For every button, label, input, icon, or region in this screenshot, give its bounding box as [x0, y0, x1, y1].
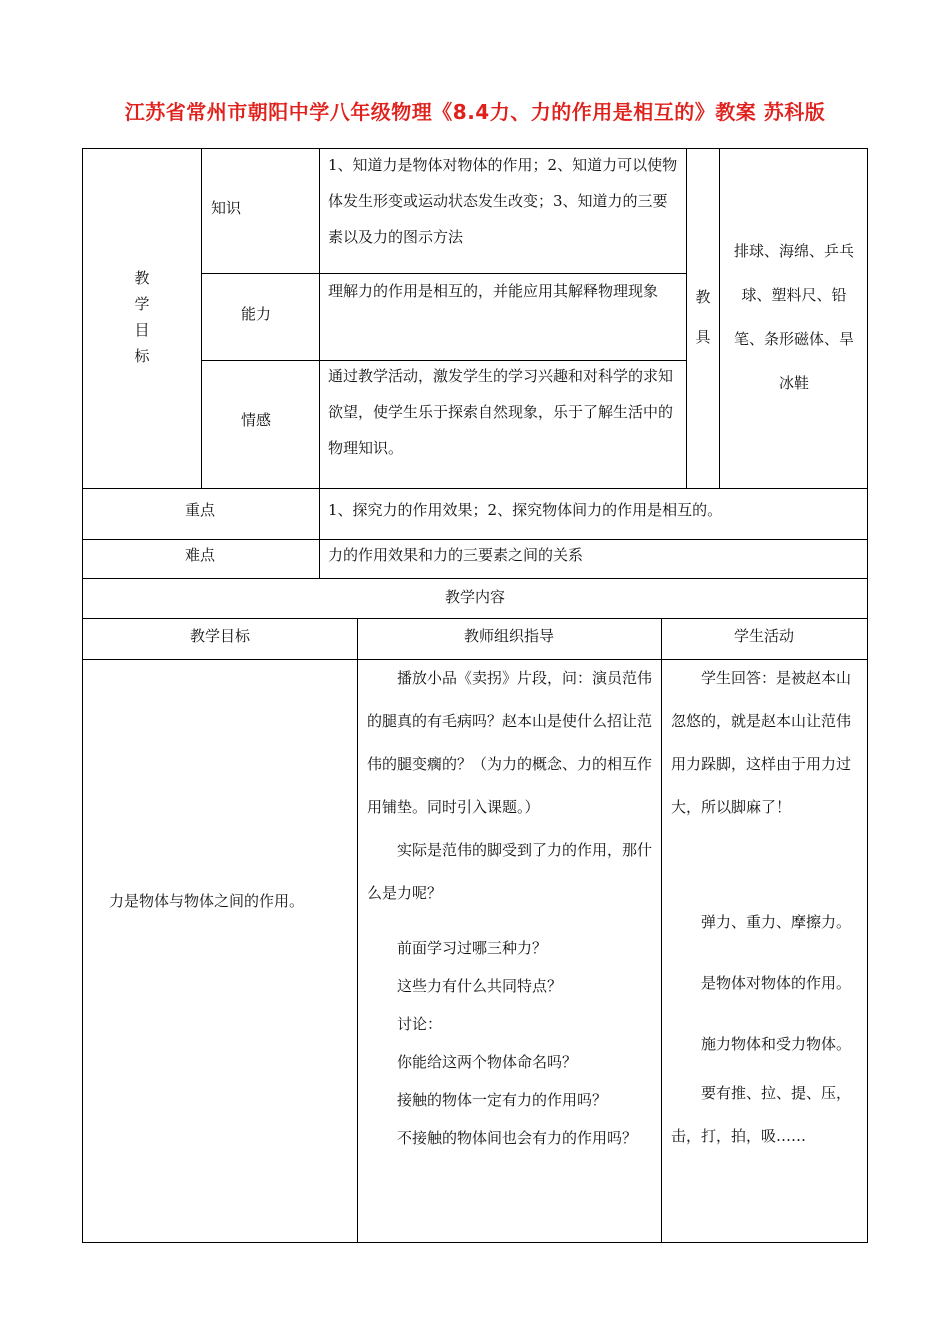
goal-text: 力是物体与物体之间的作用。	[109, 892, 305, 910]
content-header: 教学内容	[444, 588, 505, 606]
ability-label: 能力	[241, 305, 272, 323]
teacher-paragraph: 你能给这两个物体命名吗？	[397, 1053, 578, 1071]
knowledge-text: 1、知道力是物体对物体的作用；2、知道力可以使物体发生形变或运动状态发生改变；3、知道力的三要素以及力的图示方法	[328, 156, 678, 246]
teacher-paragraph: 前面学习过哪三种力？	[397, 939, 548, 957]
teacher-paragraph: 接触的物体一定有力的作用吗？	[397, 1091, 608, 1109]
teacher-paragraph: 不接触的物体间也会有力的作用吗？	[397, 1129, 638, 1147]
key-point-text: 1、探究力的作用效果；2、探究物体间力的作用是相互的。	[328, 501, 723, 519]
emotion-label: 情感	[241, 411, 272, 429]
ability-text: 理解力的作用是相互的，并能应用其解释物理现象	[328, 282, 659, 300]
row-divider	[83, 578, 867, 579]
student-paragraph: 要有推、拉、提、压，击，打，拍，吸……	[671, 1084, 852, 1145]
student-paragraph: 施力物体和受力物体。	[701, 1035, 852, 1053]
page-title: 江苏省常州市朝阳中学八年级物理《8.4力、力的作用是相互的》教案 苏科版	[124, 100, 826, 124]
column-header-teacher: 教师组织指导	[463, 627, 554, 645]
col-divider	[686, 149, 687, 488]
teacher-guidance	[367, 657, 653, 1157]
teacher-paragraph: 实际是范伟的脚受到了力的作用，那什么是力呢？	[367, 841, 653, 902]
difficulty-label: 难点	[185, 546, 216, 564]
row-divider	[83, 488, 867, 489]
lesson-plan-table	[82, 148, 868, 1243]
column-header-student: 学生活动	[733, 627, 794, 645]
col-divider	[719, 149, 720, 488]
knowledge-label: 知识	[211, 199, 242, 217]
teacher-paragraph: 讨论：	[397, 1015, 443, 1033]
emotion-text: 通过教学活动，激发学生的学习兴趣和对科学的求知欲望，使学生乐于探索自然现象，乐于了解生活中的物理知识。	[328, 367, 674, 457]
student-activity	[671, 657, 861, 1158]
row-divider	[83, 618, 867, 619]
key-point-label: 重点	[185, 501, 216, 519]
col-divider	[357, 618, 358, 1242]
spacer	[367, 915, 653, 929]
tools-label: 教具	[695, 288, 711, 346]
student-paragraph: 是物体对物体的作用。	[701, 974, 852, 992]
column-header-goal: 教学目标	[189, 627, 250, 645]
teacher-paragraph: 播放小品《卖拐》片段，问：演员范伟的腿真的有毛病吗？赵本山是使什么招让范伟的腿变瘸的？（为力的概念、力的相互作用铺垫。同时引入课题。）	[367, 669, 653, 816]
row-divider	[83, 539, 867, 540]
tools-text: 排球、海绵、乒乓球、塑料尺、铅笔、条形磁体、旱冰鞋	[733, 242, 854, 392]
student-paragraph: 弹力、重力、摩擦力。	[701, 913, 852, 931]
student-paragraph: 学生回答：是被赵本山忽悠的，就是赵本山让范伟用力跺脚，这样由于用力过大，所以脚麻了！	[671, 669, 852, 816]
col-divider	[319, 149, 320, 578]
col-divider	[201, 149, 202, 488]
objectives-label: 教学目标	[134, 269, 150, 365]
teacher-paragraph: 这些力有什么共同特点？	[397, 977, 563, 995]
difficulty-text: 力的作用效果和力的三要素之间的关系	[328, 546, 584, 564]
col-divider	[661, 618, 662, 1242]
